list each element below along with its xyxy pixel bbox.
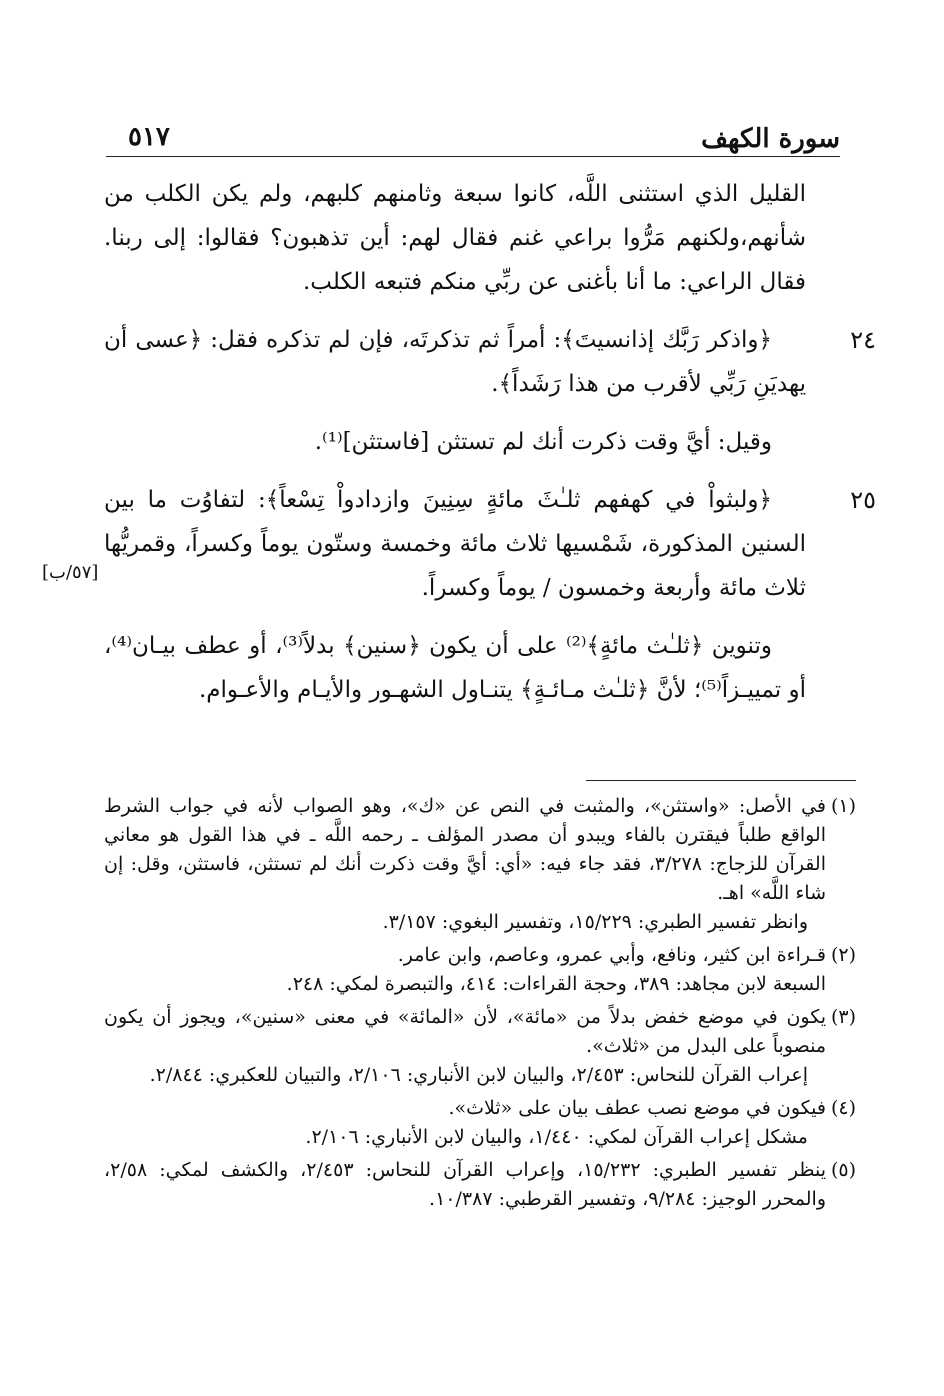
footnote-number: (٥)	[830, 1159, 856, 1181]
footnote-3	[104, 1003, 856, 1090]
footnote-4	[104, 1094, 856, 1152]
footnote-source: وانظر تفسير الطبري: ١٥/٢٢٩، وتفسير البغوي: ٣/١٥٧.	[382, 911, 808, 933]
verse-entry-25	[104, 478, 876, 712]
main-text	[104, 172, 876, 712]
intro-paragraph: القليل الذي استثنى اللَّه، كانوا سبعة وثامنهم كلبهم، ولم يكن الكلب من شأنهم،ولكنهم مَرُّوا براعي غنم فقال لهم: أين تذهبون؟ فقالوا: إلى ربنا. فقال الراعي: ما أنا بأغنى عن ربِّي منكم فتبعه الكلب.	[104, 181, 806, 295]
verse-commentary: ﴿ولبثواْ في كهفهم ثلـٰثَ مائةٍ سِنِينَ وازدادواْ تِسْعاً﴾: لتفاوُت ما بين السنين المذكورة، شَمْسيها ثلاث مائة وخمسة وستّون يوماً وكسراً، وقمريُّها ثلاث مائة وأربعة وخمسون / يوماً وكسراً.	[104, 487, 806, 601]
footnote-1	[104, 792, 856, 937]
verse-commentary: ﴿واذكر رَبَّك إذانسيتَ﴾: أمراً ثم تذكرتَه، فإن لم تذكره فقل: ﴿عسى أن يهديَنِ رَبِّي لأقرب من هذا رَشَداً﴾.	[104, 327, 806, 397]
verse-commentary-extra: وقيل: أيَّ وقت ذكرت أنك لم تستثن [فاستثن]⁽¹⁾.	[314, 429, 772, 455]
footnote-number: (١)	[830, 795, 856, 817]
footnote-number: (٤)	[830, 1097, 856, 1119]
verse-commentary-extra: وتنوين ﴿ثلـٰث مائةٍ﴾⁽²⁾ على أن يكون ﴿سنين﴾ بدلاً⁽³⁾، أو عطف بيـان⁽⁴⁾، أو تمييـزاً⁽⁵⁾؛ لأنَّ ﴿ثلـٰث مـائـةٍ﴾ يتنـاول الشهـور والأيـام والأعـوام.	[104, 633, 806, 703]
verse-entry-24	[104, 318, 876, 464]
footnote-source: السبعة لابن مجاهد: ٣٨٩، وحجة القراءات: ٤١٤، والتبصرة لمكي: ٢٤٨.	[286, 973, 826, 995]
footnote-2	[104, 941, 856, 999]
footnote-text: في الأصل: «واستثن»، والمثبت في النص عن «ك»، وهو الصواب لأنه في جواب الشرط الواقع طلباً فيقترن بالفاء ويبدو أن مصدر المؤلف ـ رحمه اللَّه ـ في هذا القول هو معاني القرآن للزجاج: ٣/٢٧٨، فقد جاء فيه: «أي: أيَّ وقت ذكرت أنك لم تستثن، فاستثن، وقل: إن شاء اللَّه» اهـ.	[104, 795, 826, 904]
footnote-number: (٢)	[830, 944, 856, 966]
page-number: ٥١٧	[128, 122, 170, 152]
footnote-source: مشكل إعراب القرآن لمكي: ١/٤٤٠، والبيان لابن الأنباري: ٢/١٠٦.	[305, 1126, 808, 1148]
running-header	[106, 118, 840, 157]
footnote-5	[104, 1156, 856, 1214]
footnote-text: ينظر تفسير الطبري: ١٥/٢٣٢، وإعراب القرآن للنحاس: ٢/٤٥٣، والكشف لمكي: ٢/٥٨، والمحرر الوجيز: ٩/٢٨٤، وتفسير القرطبي: ١٠/٣٨٧.	[104, 1159, 827, 1210]
footnote-text: قـراءة ابن كثير، ونافع، وأبي عمرو، وعاصم، وابن عامر.	[397, 944, 826, 966]
verse-number: ٢٤	[850, 326, 876, 354]
footnote-text: يكون في موضع خفض بدلاً من «مائة»، لأن «المائة» في معنى «سنين»، ويجوز أن يكون منصوباً على البدل من «ثلاث».	[104, 1006, 826, 1057]
verse-number: ٢٥	[850, 486, 876, 514]
footnote-source: إعراب القرآن للنحاس: ٢/٤٥٣، والبيان لابن الأنباري: ٢/١٠٦، والتبيان للعكبري: ٢/٨٤٤.	[149, 1064, 808, 1086]
footnotes	[104, 792, 856, 1218]
footnote-number: (٣)	[830, 1006, 856, 1028]
manuscript-folio-ref: [٥٧/ب]	[42, 562, 99, 583]
footnotes-divider	[586, 780, 856, 781]
sura-title: سورة الكهف	[701, 124, 840, 154]
footnote-text: فيكون في موضع نصب عطف بيان على «ثلاث».	[448, 1097, 826, 1119]
